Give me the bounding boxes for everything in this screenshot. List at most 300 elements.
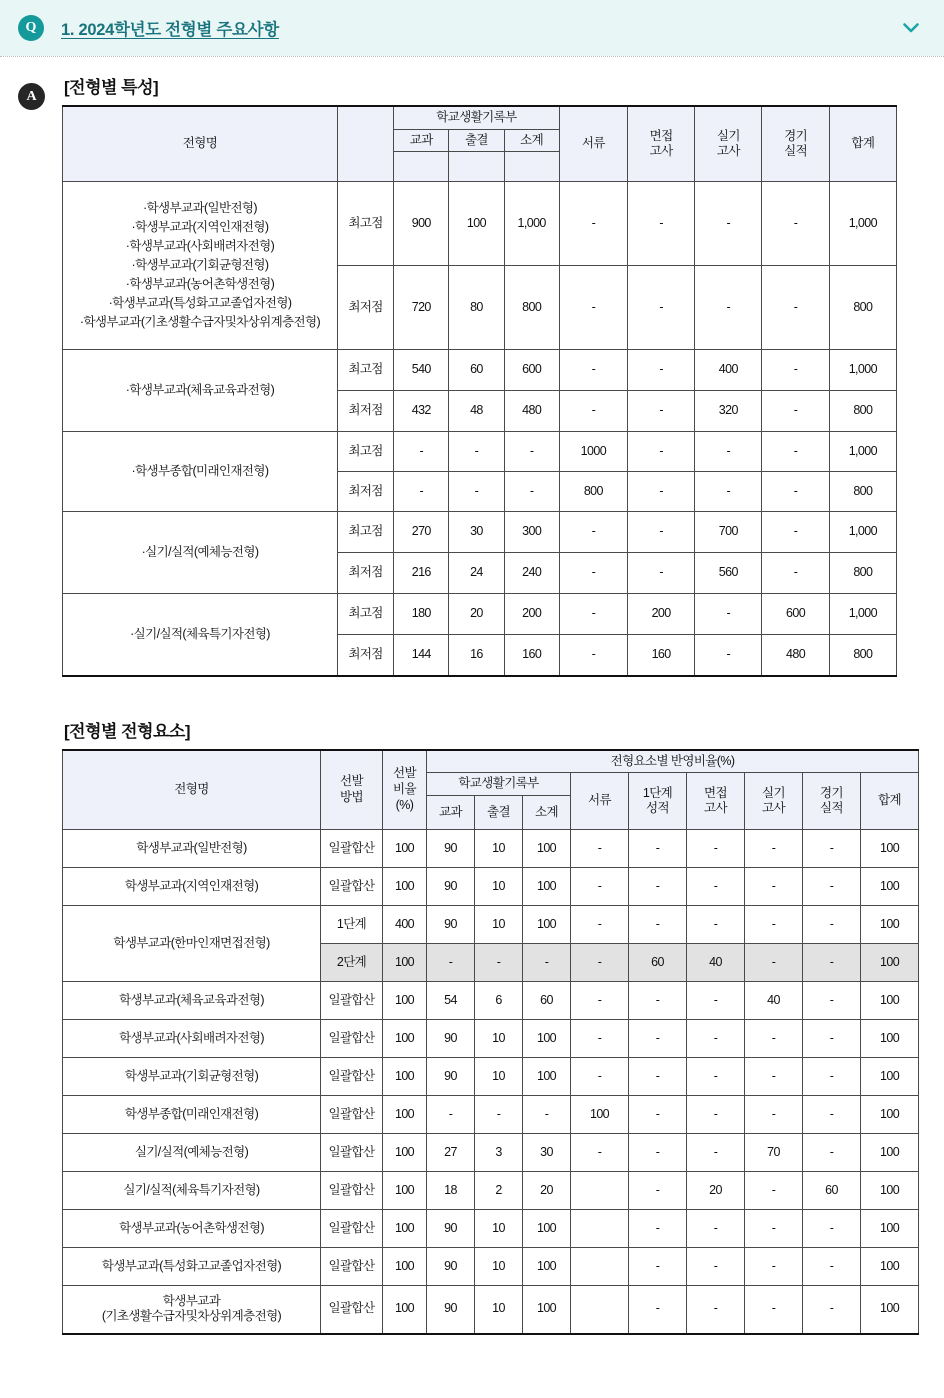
cell-subject: 90 (427, 1286, 475, 1334)
cell-practical: 70 (745, 1134, 803, 1172)
table-row (63, 906, 919, 944)
question-badge: Q (18, 15, 44, 41)
cell-documents: - (559, 350, 627, 391)
cell-subtotal: 600 (504, 350, 559, 391)
cell-total: 100 (861, 1172, 919, 1210)
cell-total: 100 (861, 982, 919, 1020)
cell-subject: 90 (427, 868, 475, 906)
table-body (63, 830, 919, 1334)
cell-subtotal: - (504, 472, 559, 512)
cell-ratio: 100 (383, 830, 427, 868)
admission-name: 학생부교과(특성화고교졸업자전형) (101, 1258, 282, 1273)
cell-interview: - (687, 1286, 745, 1334)
cell-method: 일괄합산 (321, 1210, 383, 1248)
admission-elements-table (62, 749, 919, 1335)
admission-characteristics-table (62, 105, 897, 677)
cell-method: 일괄합산 (321, 1286, 383, 1334)
cell-documents: - (559, 594, 627, 635)
admission-name: 학생부교과(지역인재전형) (124, 878, 259, 893)
header-total: 합계 (861, 773, 919, 830)
cell-practical: 40 (745, 982, 803, 1020)
cell-subject: 18 (427, 1172, 475, 1210)
admission-name-cell (63, 1020, 321, 1058)
header-competition: 경기 실적 (762, 106, 829, 182)
cell-subtotal: 240 (504, 553, 559, 594)
cell-subtotal: 800 (504, 266, 559, 350)
header-school-record: 학교생활기록부 (427, 773, 571, 796)
cell-interview: 20 (687, 1172, 745, 1210)
cell-attendance: 10 (475, 1210, 523, 1248)
cell-practical: - (745, 944, 803, 982)
cell-competition: - (762, 432, 829, 472)
cell-competition: 480 (762, 635, 829, 676)
cell-subtotal: 100 (523, 906, 571, 944)
admission-name-cell (63, 906, 321, 982)
cell-total: 1,000 (829, 182, 896, 266)
cell-interview: 40 (687, 944, 745, 982)
cell-interview: - (627, 472, 694, 512)
cell-competition: - (803, 830, 861, 868)
admission-name: ·학생부교과(기회균형전형) (131, 258, 269, 273)
cell-subject: 90 (427, 1020, 475, 1058)
cell-attendance: 48 (449, 391, 504, 432)
cell-subtotal: 200 (504, 594, 559, 635)
cell-total: 100 (861, 1058, 919, 1096)
cell-stage1: - (629, 1286, 687, 1334)
cell-competition: 60 (803, 1172, 861, 1210)
admission-name: 학생부교과(농어촌학생전형) (119, 1220, 264, 1235)
cell-subtotal: - (523, 1096, 571, 1134)
cell-ratio: 100 (383, 944, 427, 982)
accordion-title[interactable]: 1. 2024학년도 전형별 주요사항 (61, 21, 279, 39)
cell-documents: - (571, 868, 629, 906)
admission-name-cell (63, 830, 321, 868)
answer-badge: A (18, 83, 45, 110)
cell-interview: 200 (627, 594, 694, 635)
cell-label: 최고점 (337, 594, 393, 635)
cell-competition: - (803, 1134, 861, 1172)
table-row (63, 1058, 919, 1096)
cell-total: 100 (861, 868, 919, 906)
table-row (63, 1134, 919, 1172)
cell-ratio: 100 (383, 868, 427, 906)
cell-stage1: - (629, 982, 687, 1020)
cell-total: 800 (829, 266, 896, 350)
table-row (63, 182, 897, 266)
cell-method: 일괄합산 (321, 1058, 383, 1096)
cell-stage1: - (629, 1210, 687, 1248)
cell-subject: 90 (427, 1058, 475, 1096)
cell-interview: - (687, 868, 745, 906)
cell-practical: 700 (695, 512, 762, 553)
cell-stage1: - (629, 1020, 687, 1058)
cell-attendance: 10 (475, 1286, 523, 1334)
cell-total: 100 (861, 1248, 919, 1286)
cell-label: 최저점 (337, 391, 393, 432)
cell-competition: - (803, 1248, 861, 1286)
table-row (63, 594, 897, 635)
cell-competition: - (762, 350, 829, 391)
cell-subject: 90 (427, 906, 475, 944)
cell-method: 일괄합산 (321, 868, 383, 906)
cell-interview: 160 (627, 635, 694, 676)
cell-interview: - (687, 1058, 745, 1096)
cell-ratio: 100 (383, 1020, 427, 1058)
table-row (63, 1172, 919, 1210)
cell-competition: - (762, 553, 829, 594)
header-subtotal: 소계 (504, 129, 559, 152)
cell-label: 최고점 (337, 350, 393, 391)
cell-label: 최저점 (337, 266, 393, 350)
cell-total: 100 (861, 1210, 919, 1248)
header-interview: 면접 고사 (627, 106, 694, 182)
admission-name-cell (63, 1248, 321, 1286)
table-header-row (63, 106, 897, 129)
cell-stage1: - (629, 830, 687, 868)
admission-name-cell (63, 868, 321, 906)
cell-documents: - (559, 553, 627, 594)
cell-label: 최고점 (337, 512, 393, 553)
cell-ratio: 100 (383, 1210, 427, 1248)
cell-documents: - (559, 635, 627, 676)
admission-name-cell (63, 1058, 321, 1096)
cell-attendance: 24 (449, 553, 504, 594)
accordion-header[interactable] (0, 0, 944, 56)
cell-method: 일괄합산 (321, 1172, 383, 1210)
cell-label: 최고점 (337, 182, 393, 266)
cell-competition: - (803, 982, 861, 1020)
cell-total: 100 (861, 906, 919, 944)
admission-name-cell (63, 1134, 321, 1172)
table-body (63, 182, 897, 676)
table-row (63, 432, 897, 472)
header-documents: 서류 (571, 773, 629, 830)
cell-attendance: 10 (475, 830, 523, 868)
cell-interview: - (687, 1096, 745, 1134)
cell-practical: - (745, 1248, 803, 1286)
cell-subtotal: 100 (523, 1210, 571, 1248)
cell-documents: - (571, 1020, 629, 1058)
cell-subject: 90 (427, 1248, 475, 1286)
cell-subject: - (427, 1096, 475, 1134)
admission-name: ·학생부교과(농어촌학생전형) (125, 277, 275, 292)
cell-attendance: 20 (449, 594, 504, 635)
cell-interview: - (687, 1248, 745, 1286)
cell-subtotal: 60 (523, 982, 571, 1020)
admission-name: 학생부교과 (162, 1293, 221, 1308)
cell-ratio: 100 (383, 1096, 427, 1134)
cell-subtotal: 160 (504, 635, 559, 676)
cell-stage1: - (629, 1248, 687, 1286)
cell-subtotal: 100 (523, 868, 571, 906)
cell-label: 최저점 (337, 553, 393, 594)
cell-method: 일괄합산 (321, 830, 383, 868)
cell-attendance: 10 (475, 906, 523, 944)
cell-documents: - (559, 182, 627, 266)
header-selection-ratio: 선발 비율 (%) (383, 750, 427, 830)
cell-competition: - (803, 1210, 861, 1248)
cell-method: 일괄합산 (321, 1020, 383, 1058)
cell-subject: - (394, 472, 449, 512)
cell-competition: - (803, 1058, 861, 1096)
cell-total: 100 (861, 944, 919, 982)
cell-interview: - (687, 1134, 745, 1172)
cell-attendance: 60 (449, 350, 504, 391)
header-interview: 면접 고사 (687, 773, 745, 830)
cell-practical: 560 (695, 553, 762, 594)
cell-attendance: 10 (475, 868, 523, 906)
cell-subject: 27 (427, 1134, 475, 1172)
admission-name: 학생부교과(한마인재면접전형) (113, 935, 270, 950)
cell-practical: - (745, 1210, 803, 1248)
cell-documents (571, 1248, 629, 1286)
cell-stage1: 60 (629, 944, 687, 982)
cell-subject: 90 (427, 830, 475, 868)
table-row (63, 1286, 919, 1334)
cell-subtotal: 300 (504, 512, 559, 553)
cell-documents: - (571, 944, 629, 982)
cell-ratio: 100 (383, 1058, 427, 1096)
cell-documents: 1000 (559, 432, 627, 472)
cell-attendance: 30 (449, 512, 504, 553)
cell-practical: 320 (695, 391, 762, 432)
header-filler-1 (394, 152, 449, 182)
cell-documents: - (571, 830, 629, 868)
cell-competition: - (803, 1020, 861, 1058)
cell-interview: - (627, 553, 694, 594)
cell-label: 최저점 (337, 472, 393, 512)
admission-name: ·학생부종합(미래인재전형) (131, 464, 269, 479)
cell-competition: - (803, 944, 861, 982)
cell-practical: - (745, 1096, 803, 1134)
cell-total: 1,000 (829, 432, 896, 472)
cell-attendance: - (449, 472, 504, 512)
header-practical: 실기 고사 (745, 773, 803, 830)
cell-competition: - (803, 1286, 861, 1334)
cell-attendance: 10 (475, 1058, 523, 1096)
admission-name: 실기/실적(체육특기자전형) (123, 1182, 260, 1197)
table-row (63, 512, 897, 553)
cell-subject: 540 (394, 350, 449, 391)
cell-documents: - (559, 391, 627, 432)
admission-name-cell (63, 1286, 321, 1334)
header-selection-method: 선발 방법 (321, 750, 383, 830)
cell-competition: - (762, 472, 829, 512)
cell-label: 최저점 (337, 635, 393, 676)
cell-attendance: 10 (475, 1248, 523, 1286)
cell-method: 일괄합산 (321, 1248, 383, 1286)
admission-name: 실기/실적(예체능전형) (134, 1144, 249, 1159)
table-row (63, 830, 919, 868)
header-school-record: 학교생활기록부 (394, 106, 560, 129)
cell-subtotal: 20 (523, 1172, 571, 1210)
cell-subtotal: 100 (523, 830, 571, 868)
cell-interview: - (627, 512, 694, 553)
cell-practical: - (695, 635, 762, 676)
table-row (63, 1210, 919, 1248)
cell-subject: 216 (394, 553, 449, 594)
cell-practical: 400 (695, 350, 762, 391)
cell-ratio: 100 (383, 1134, 427, 1172)
cell-method: 일괄합산 (321, 1096, 383, 1134)
cell-ratio: 100 (383, 1172, 427, 1210)
chevron-down-icon[interactable] (900, 17, 922, 39)
header-subtotal: 소계 (523, 796, 571, 830)
cell-stage1: - (629, 1172, 687, 1210)
cell-subtotal: 480 (504, 391, 559, 432)
header-attendance: 출결 (475, 796, 523, 830)
cell-ratio: 100 (383, 1286, 427, 1334)
cell-attendance: 100 (449, 182, 504, 266)
cell-interview: - (687, 906, 745, 944)
admission-name: 학생부교과(사회배려자전형) (119, 1030, 264, 1045)
cell-method: 1단계 (321, 906, 383, 944)
cell-competition: - (762, 391, 829, 432)
cell-documents: - (559, 266, 627, 350)
admission-name-cell (63, 1096, 321, 1134)
cell-attendance: - (475, 944, 523, 982)
cell-total: 100 (861, 1020, 919, 1058)
cell-ratio: 100 (383, 982, 427, 1020)
header-total: 합계 (829, 106, 896, 182)
header-elements-ratio: 전형요소별 반영비율(%) (427, 750, 919, 773)
cell-documents: 100 (571, 1096, 629, 1134)
cell-documents (571, 1172, 629, 1210)
cell-subject: 90 (427, 1210, 475, 1248)
cell-interview: - (627, 266, 694, 350)
cell-subject: 54 (427, 982, 475, 1020)
cell-practical: - (695, 594, 762, 635)
cell-documents: - (571, 1058, 629, 1096)
header-subject: 교과 (394, 129, 449, 152)
header-filler-3 (504, 152, 559, 182)
cell-total: 100 (861, 1096, 919, 1134)
cell-subtotal: 100 (523, 1020, 571, 1058)
admission-name: ·실기/실적(체육특기자전형) (130, 627, 270, 641)
cell-competition: - (803, 906, 861, 944)
cell-subtotal: 30 (523, 1134, 571, 1172)
admission-name: ·학생부교과(지역인재전형) (131, 220, 269, 235)
cell-subtotal: 100 (523, 1248, 571, 1286)
admission-name-cell (63, 1210, 321, 1248)
cell-subject: 720 (394, 266, 449, 350)
cell-total: 100 (861, 1286, 919, 1334)
header-admission-name: 전형명 (63, 106, 338, 182)
cell-interview: - (687, 830, 745, 868)
header-documents: 서류 (559, 106, 627, 182)
cell-method: 일괄합산 (321, 982, 383, 1020)
admission-name: ·실기/실적(예체능전형) (141, 545, 259, 560)
cell-total: 800 (829, 472, 896, 512)
cell-practical: - (745, 1286, 803, 1334)
admission-name-cell (63, 512, 338, 594)
cell-practical: - (695, 182, 762, 266)
cell-total: 800 (829, 553, 896, 594)
admission-name: 학생부교과(기회균형전형) (124, 1068, 259, 1083)
cell-interview: - (627, 350, 694, 391)
cell-attendance: 80 (449, 266, 504, 350)
header-subject: 교과 (427, 796, 475, 830)
admission-name: 학생부교과(일반전형) (136, 840, 247, 855)
cell-stage1: - (629, 1096, 687, 1134)
cell-stage1: - (629, 1134, 687, 1172)
table-row (63, 868, 919, 906)
cell-interview: - (627, 391, 694, 432)
cell-method: 2단계 (321, 944, 383, 982)
header-spacer (337, 106, 393, 182)
admission-name-cell (63, 594, 338, 676)
cell-label: 최고점 (337, 432, 393, 472)
admission-name: ·학생부교과(사회배려자전형) (125, 239, 275, 254)
header-competition: 경기 실적 (803, 773, 861, 830)
cell-total: 1,000 (829, 350, 896, 391)
admission-name: ·학생부교과(기초생활수급자및차상위계층전형) (79, 315, 321, 330)
cell-subject: 900 (394, 182, 449, 266)
cell-documents (571, 1286, 629, 1334)
cell-practical: - (745, 868, 803, 906)
cell-documents: - (571, 982, 629, 1020)
header-admission-name: 전형명 (63, 750, 321, 830)
cell-practical: - (695, 432, 762, 472)
cell-subject: - (394, 432, 449, 472)
cell-practical: - (695, 472, 762, 512)
admission-name: 학생부교과(체육교육과전형) (119, 992, 264, 1007)
cell-subtotal: - (504, 432, 559, 472)
cell-total: 800 (829, 635, 896, 676)
cell-subject: 432 (394, 391, 449, 432)
table-row (63, 350, 897, 391)
cell-practical: - (745, 1058, 803, 1096)
cell-attendance: 6 (475, 982, 523, 1020)
cell-subtotal: - (523, 944, 571, 982)
header-practical: 실기 고사 (695, 106, 762, 182)
header-filler-2 (449, 152, 504, 182)
admission-name-cell (63, 182, 338, 350)
cell-total: 100 (861, 1134, 919, 1172)
cell-competition: - (762, 512, 829, 553)
cell-practical: - (745, 1020, 803, 1058)
table-row (63, 1096, 919, 1134)
cell-subject: 270 (394, 512, 449, 553)
cell-attendance: - (475, 1096, 523, 1134)
section-1-title: [전형별 특성] (64, 78, 159, 97)
header-stage1-score: 1단계 성적 (629, 773, 687, 830)
cell-competition: - (803, 1096, 861, 1134)
cell-competition: - (803, 868, 861, 906)
cell-stage1: - (629, 906, 687, 944)
cell-stage1: - (629, 868, 687, 906)
admission-name-cell (63, 982, 321, 1020)
cell-total: 800 (829, 391, 896, 432)
cell-attendance: 16 (449, 635, 504, 676)
admission-name-cell (63, 432, 338, 512)
table-row (63, 1020, 919, 1058)
admission-name: 학생부종합(미래인재전형) (124, 1106, 259, 1121)
cell-documents: 800 (559, 472, 627, 512)
cell-practical: - (695, 266, 762, 350)
admission-name-line2: (기초생활수급자및차상위계층전형) (101, 1309, 282, 1324)
cell-documents (571, 1210, 629, 1248)
header-attendance: 출결 (449, 129, 504, 152)
cell-ratio: 100 (383, 1248, 427, 1286)
cell-interview: - (687, 1020, 745, 1058)
cell-attendance: 2 (475, 1172, 523, 1210)
cell-practical: - (745, 1172, 803, 1210)
admission-name: ·학생부교과(특성화고교졸업자전형) (108, 296, 292, 311)
cell-subject: 180 (394, 594, 449, 635)
cell-interview: - (687, 1210, 745, 1248)
cell-stage1: - (629, 1058, 687, 1096)
